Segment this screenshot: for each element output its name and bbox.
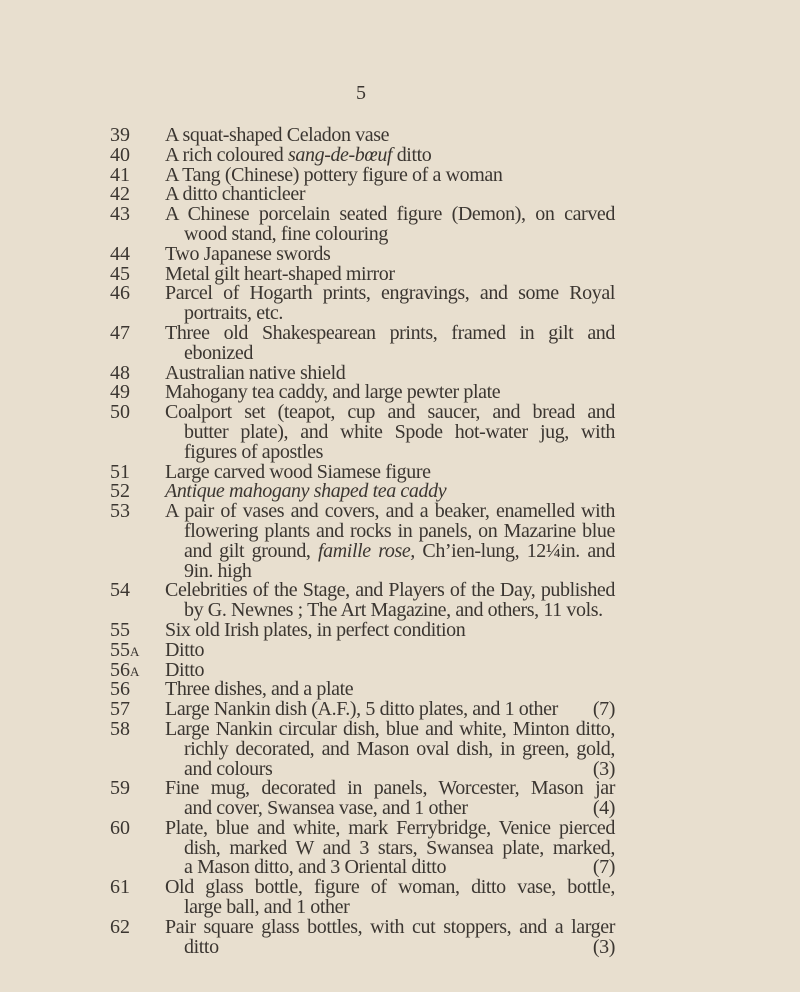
lot-entry (110, 816, 620, 879)
lot-quantity: (4) (592, 797, 615, 820)
lot-number-value: 51 (110, 460, 130, 483)
italic-text: Antique mahogany shaped tea caddy (165, 480, 447, 503)
lot-entry (110, 581, 620, 621)
text-segment: large ball, and 1 other (184, 896, 350, 919)
text-segment: Three dishes, and a plate (165, 678, 354, 701)
lot-number (110, 205, 130, 225)
text-segment: Parcel of Hogarth prints, engravings, and some Royal (165, 282, 615, 305)
text-segment: portraits, etc. (184, 302, 283, 325)
lot-entry (110, 403, 620, 462)
text-segment: and gilt ground, (184, 539, 318, 562)
lot-entry (110, 717, 620, 780)
text-segment: figures of apostles (184, 440, 324, 463)
italic-text: sang-de-bœuf (288, 143, 393, 166)
lot-quantity: (7) (592, 856, 615, 879)
lot-number-value: 49 (110, 381, 130, 404)
text-segment: Ditto (165, 638, 205, 661)
text-segment: ebonized (184, 341, 253, 364)
text-segment: Three old Shakespearean prints, framed in gilt and (165, 321, 615, 344)
lot-number-value: 47 (110, 321, 130, 344)
lot-number-value: 45 (110, 262, 130, 285)
lot-entry (110, 284, 620, 324)
text-segment: a Mason ditto, and 3 Oriental ditto (184, 856, 447, 879)
text-segment: and cover, Swansea vase, and 1 other (184, 797, 468, 820)
text-segment: Ch’ien-lung, 12¼in. and (414, 539, 615, 562)
lot-quantity: (7) (592, 698, 615, 721)
lot-number-value: 58 (110, 717, 130, 740)
text-segment: Ditto (165, 658, 205, 681)
lot-entry (110, 779, 620, 819)
lot-number-value: 50 (110, 401, 130, 424)
lot-number-value: 41 (110, 163, 130, 186)
catalogue-entries (110, 126, 620, 957)
lot-entry (110, 878, 620, 918)
text-segment: dish, marked W and 3 stars, Swansea plate, marked, (184, 836, 615, 859)
lot-number (110, 284, 130, 304)
lot-number-value: 59 (110, 777, 130, 800)
lot-number-value: 42 (110, 183, 130, 206)
text-segment: A Tang (Chinese) pottery figure of a woman (165, 163, 503, 186)
lot-number-value: 57 (110, 698, 130, 721)
text-segment: A ditto chanticleer (165, 183, 306, 206)
lot-description-line (165, 618, 615, 641)
lot-description-line (165, 915, 615, 938)
lot-number-value: 55 (110, 638, 130, 661)
lot-number (110, 779, 130, 799)
lot-quantity: (3) (592, 935, 615, 958)
text-segment: wood stand, fine colouring (184, 222, 389, 245)
text-segment: butter plate), and white Spode hot-water jug, with (184, 420, 615, 443)
text-segment: Celebrities of the Stage, and Players of the Day, published (165, 579, 615, 602)
lot-number-value: 52 (110, 480, 130, 503)
text-segment: ditto (392, 143, 432, 166)
text-segment: and colours (184, 757, 273, 780)
lot-number (110, 878, 130, 898)
lot-number (110, 502, 130, 522)
lot-number-value: 48 (110, 361, 130, 384)
lot-number (110, 915, 130, 938)
text-segment: Large carved wood Siamese figure (165, 460, 431, 483)
text-segment: Pair square glass bottles, with cut stoppers, and a larger (165, 915, 615, 938)
lot-number-suffix: A (130, 643, 140, 659)
lot-number (110, 321, 130, 344)
lot-number (110, 816, 130, 839)
lot-description-line (165, 638, 615, 661)
text-segment: A Chinese porcelain seated figure (Demon), on carved (165, 203, 615, 226)
lot-number (110, 717, 130, 740)
text-segment: A pair of vases and covers, and a beaker, enamelled with (165, 500, 615, 523)
lot-number-value: 55 (110, 618, 130, 641)
lot-number-value: 60 (110, 816, 130, 839)
lot-number (110, 403, 130, 423)
text-segment: ditto (184, 935, 219, 958)
text-segment: Metal gilt heart-shaped mirror (165, 262, 395, 285)
text-segment: richly decorated, and Mason oval dish, in green, gold, (184, 737, 615, 760)
text-segment: 9in. high (184, 559, 252, 582)
lot-number-value: 39 (110, 124, 130, 146)
text-segment: A rich coloured (165, 143, 289, 166)
text-segment: Fine mug, decorated in panels, Worcester, Mason jar (165, 777, 615, 800)
text-segment: Coalport set (teapot, cup and saucer, and bread and (165, 401, 615, 424)
text-segment: Six old Irish plates, in perfect condition (165, 618, 466, 641)
text-segment: Large Nankin dish (A.F.), 5 ditto plates, and 1 other (165, 698, 558, 721)
italic-text: famille rose, (318, 539, 415, 562)
lot-number-value: 40 (110, 143, 130, 166)
lot-number-value: 43 (110, 203, 130, 226)
lot-entry (110, 321, 620, 364)
text-segment: by G. Newnes ; The Art Magazine, and others, 11 vols. (184, 599, 603, 622)
text-segment: Large Nankin circular dish, blue and white, Minton ditto, (165, 717, 615, 740)
text-segment: Old glass bottle, figure of woman, ditto vase, bottle, (165, 876, 615, 899)
text-segment: Plate, blue and white, mark Ferrybridge, Venice pierced (165, 816, 615, 839)
text-segment: flowering plants and rocks in panels, on Mazarine blue (184, 519, 615, 542)
lot-number-value: 54 (110, 579, 130, 602)
text-segment: A squat-shaped Celadon vase (165, 124, 390, 146)
lot-entry (110, 915, 620, 958)
lot-number-value: 46 (110, 282, 130, 305)
text-segment: Two Japanese swords (165, 242, 331, 265)
lot-number-value: 44 (110, 242, 130, 265)
lot-description-line (184, 935, 615, 958)
description-text (184, 935, 219, 958)
lot-number (110, 581, 130, 601)
lot-number-value: 56 (110, 658, 130, 681)
lot-entry (110, 502, 620, 581)
text-segment: Australian native shield (165, 361, 346, 384)
page-number: 5 (356, 82, 366, 104)
lot-number-value: 56 (110, 678, 130, 701)
text-segment: Mahogany tea caddy, and large pewter plate (165, 381, 501, 404)
lot-number-value: 61 (110, 876, 130, 899)
lot-number-value: 62 (110, 915, 130, 938)
lot-number-suffix: A (130, 663, 140, 679)
lot-quantity: (3) (592, 757, 615, 780)
lot-number-value: 53 (110, 500, 130, 523)
lot-entry (110, 205, 620, 245)
